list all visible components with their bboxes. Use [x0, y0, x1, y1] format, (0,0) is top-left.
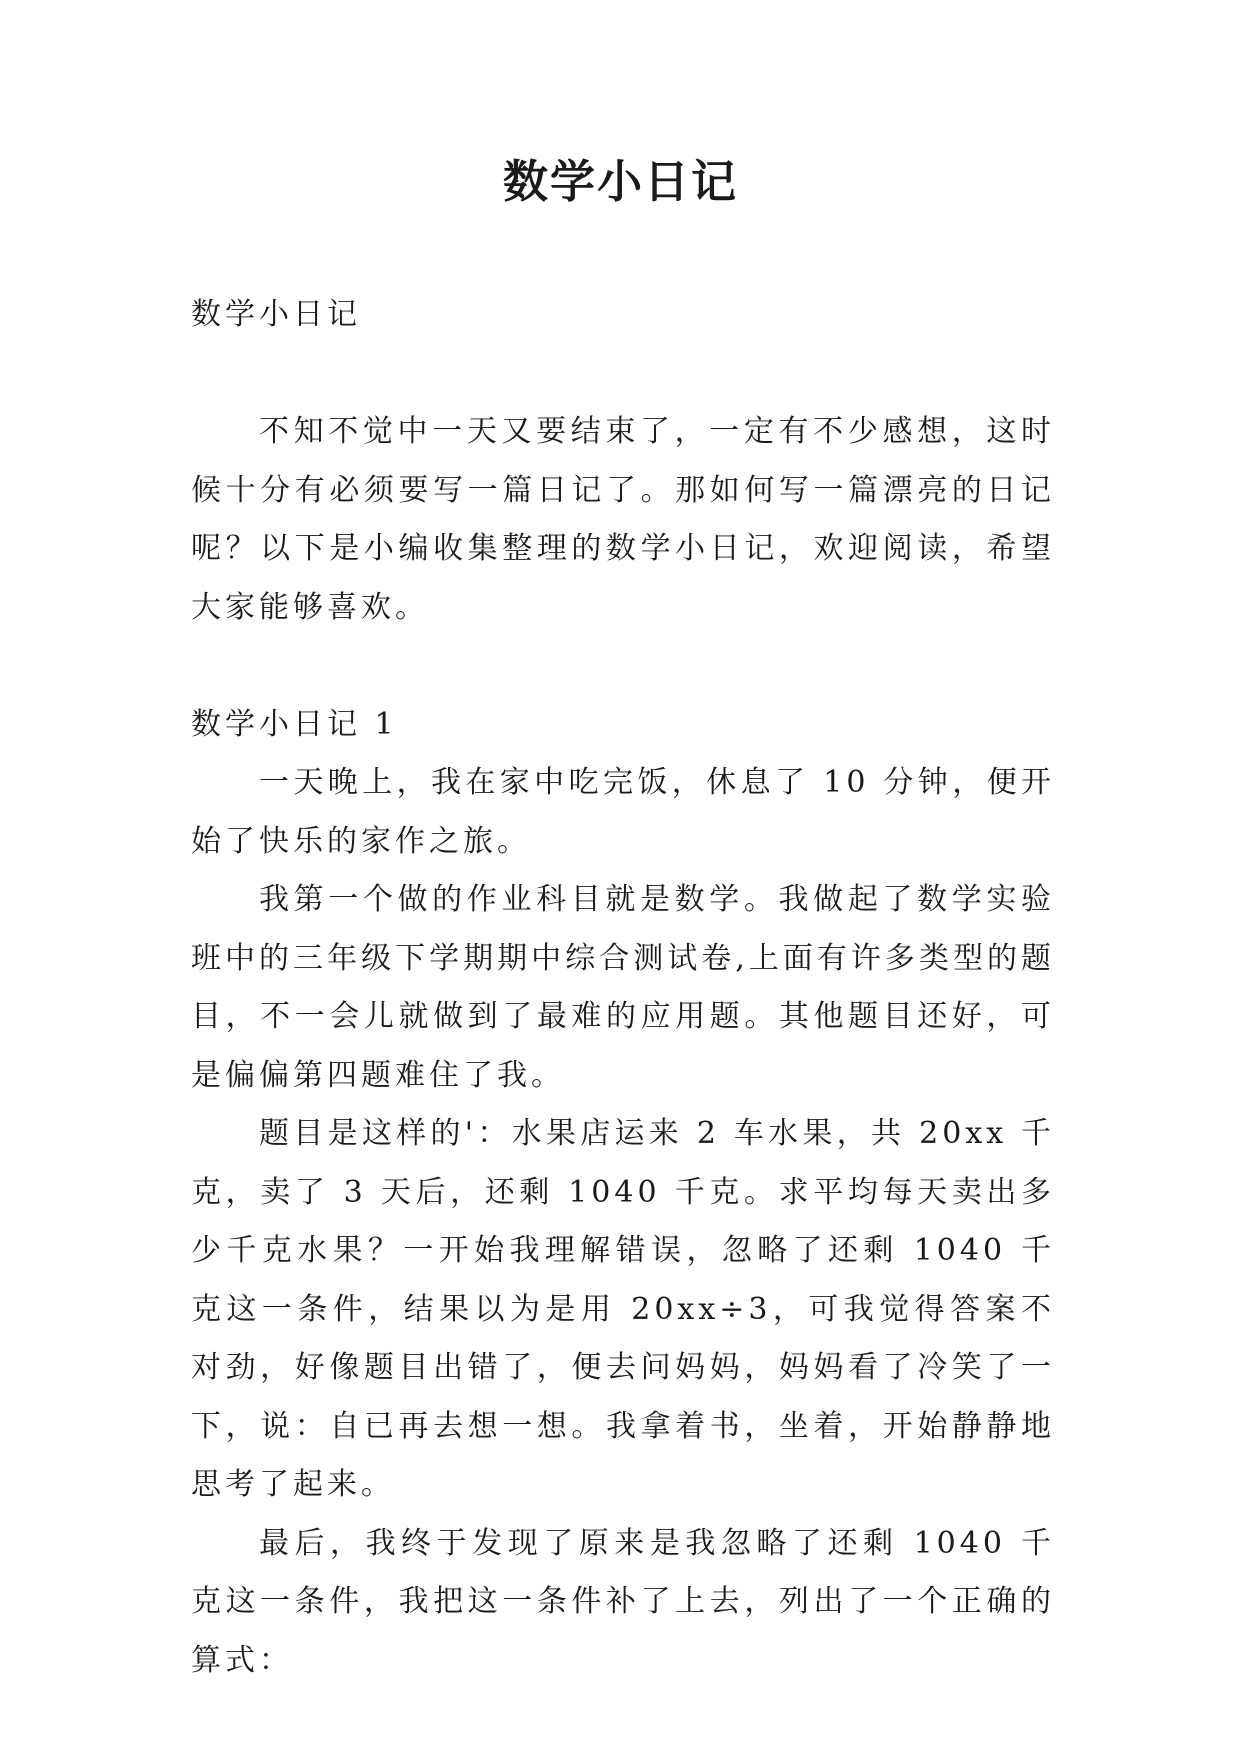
- document-body: [191, 286, 1055, 1690]
- section-heading: 数学小日记 1: [191, 706, 398, 742]
- paragraph-2: 我第一个做的作业科目就是数学。我做起了数学实验班中的三年级下学期期中综合测试卷,上面有许多类型的题目，不一会儿就做到了最难的应用题。其他题目还好，可是偏偏第四题难住了我。: [191, 882, 1055, 1093]
- paragraph-1: 一天晚上，我在家中吃完饭，休息了 10 分钟，便开始了快乐的家作之旅。: [191, 765, 1055, 859]
- blank-line: [191, 637, 1055, 696]
- paragraph-3: 题目是这样的'：水果店运来 2 车水果，共 20xx 千克，卖了 3 天后，还剩 1040 千克。求平均每天卖出多少千克水果？一开始我理解错误，忽略了还剩 1040 千克这一条件，结果以为是用 20xx÷3，可我觉得答案不对劲，好像题目出错了，便去问妈妈，妈妈看了冷笑了一下，说：自已再去想一想。我拿着书，坐着，开始静静地思考了起来。: [191, 1116, 1055, 1502]
- blank-line: [191, 345, 1055, 404]
- subtitle: 数学小日记: [191, 297, 361, 332]
- document-title: 数学小日记: [502, 155, 738, 208]
- paragraph-4: 最后，我终于发现了原来是我忽略了还剩 1040 千克这一条件，我把这一条件补了上去，列出了一个正确的算式：: [191, 1525, 1055, 1678]
- intro-paragraph: 不知不觉中一天又要结束了，一定有不少感想，这时候十分有必须要写一篇日记了。那如何写一篇漂亮的日记呢？以下是小编收集整理的数学小日记，欢迎阅读，希望大家能够喜欢。: [191, 414, 1055, 625]
